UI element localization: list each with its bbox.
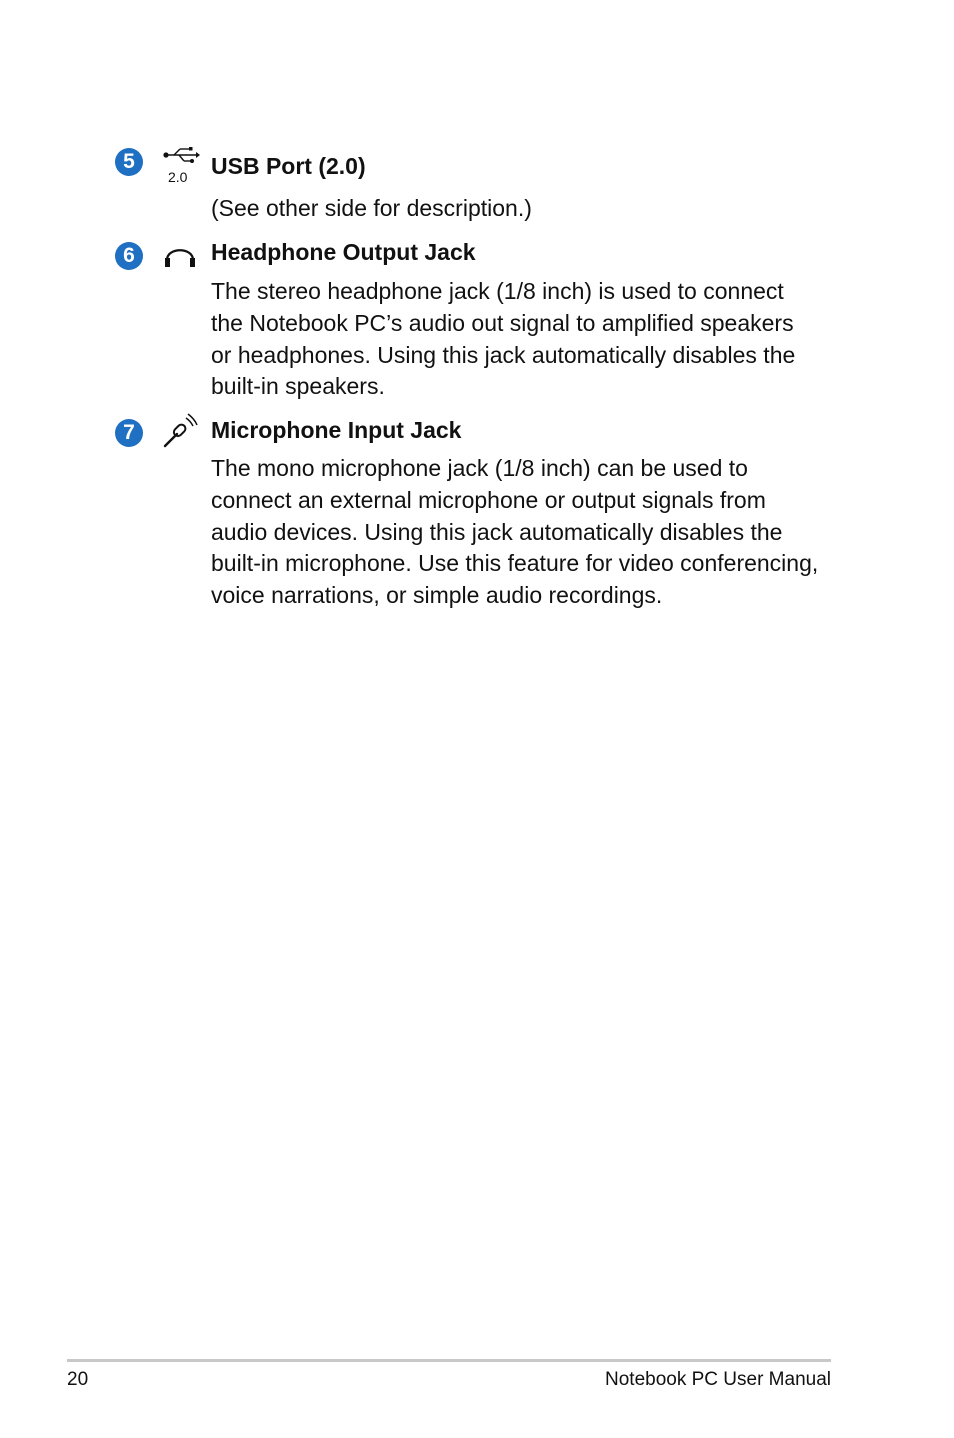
description-line: (See other side for description.) bbox=[211, 195, 532, 221]
description-line: audio devices. Using this jack automatically disables the bbox=[211, 518, 783, 545]
item-number-badge: 7 bbox=[115, 419, 143, 447]
description-line: built-in speakers. bbox=[211, 373, 385, 400]
description-line: voice narrations, or simple audio recordings. bbox=[211, 582, 663, 609]
headphone-icon bbox=[160, 236, 200, 276]
description-line: The stereo headphone jack (1/8 inch) is used to connect bbox=[211, 278, 784, 304]
item-number-badge: 5 bbox=[115, 148, 143, 176]
item-number-badge: 6 bbox=[115, 242, 143, 270]
description-line: connect an external microphone or output signals from bbox=[211, 486, 766, 513]
section-title: Microphone Input Jack bbox=[211, 417, 462, 443]
section-description bbox=[211, 453, 851, 612]
section-description bbox=[211, 193, 851, 225]
description-line: or headphones. Using this jack automatically disables the bbox=[211, 341, 796, 368]
description-line: the Notebook PC’s audio out signal to amplified speakers bbox=[211, 309, 794, 336]
section-title: Headphone Output Jack bbox=[211, 239, 476, 265]
page-number: 20 bbox=[67, 1369, 89, 1390]
manual-title: Notebook PC User Manual bbox=[605, 1369, 831, 1390]
usb-icon bbox=[160, 146, 200, 186]
section-description bbox=[211, 276, 851, 403]
footer-divider bbox=[67, 1359, 831, 1362]
description-line: built-in microphone. Use this feature for video conferencing, bbox=[211, 550, 819, 577]
section-title: USB Port (2.0) bbox=[211, 153, 366, 179]
description-line: The mono microphone jack (1/8 inch) can be used to bbox=[211, 455, 748, 481]
usb-version-label: 2.0 bbox=[168, 169, 188, 185]
microphone-icon bbox=[160, 412, 200, 452]
